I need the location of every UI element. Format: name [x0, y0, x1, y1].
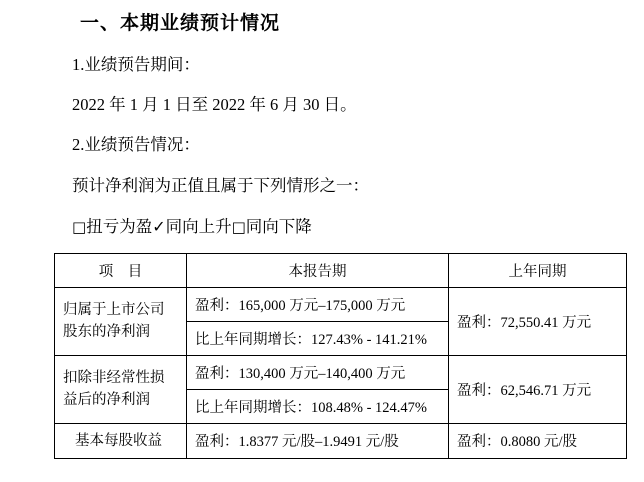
- cell-nonrecurring-previous: 盈利：62,546.71 万元: [449, 355, 627, 423]
- row-label-line1: 归属于上市公司: [63, 301, 165, 318]
- forecast-table: [54, 253, 627, 459]
- row-label-eps: 基本每股收益: [55, 423, 187, 458]
- column-header-previous: 上年同期: [449, 253, 627, 287]
- row-label-line2: 益后的净利润: [63, 392, 150, 409]
- table-row: [55, 355, 627, 389]
- table-row: [55, 423, 627, 458]
- cell-eps-amount: 盈利：1.8377 元/股–1.9491 元/股: [187, 423, 449, 458]
- cell-net-profit-growth: 比上年同期增长：127.43% - 141.21%: [187, 321, 449, 355]
- paragraph-forecast-condition: 预计净利润为正值且属于下列情形之一：: [72, 175, 369, 195]
- cell-nonrecurring-growth: 比上年同期增长：108.48% - 124.47%: [187, 389, 449, 423]
- option-same-direction-up: [152, 215, 231, 239]
- cell-net-profit-previous: 盈利：72,550.41 万元: [449, 287, 627, 355]
- row-label-line1: 扣除非经常性损: [63, 369, 165, 386]
- paragraph-forecast-period-label: 1.业绩预告期间：: [72, 55, 200, 74]
- option-same-direction-up-label: 同向上升: [165, 216, 232, 236]
- option-same-direction-down-label: 同向下降: [245, 216, 312, 236]
- forecast-options-line: [72, 215, 626, 239]
- option-turnaround-label: 扭亏为盈: [86, 216, 153, 236]
- cell-eps-previous: 盈利：0.8080 元/股: [449, 423, 627, 458]
- checkbox-unchecked-icon: □: [72, 217, 87, 236]
- column-header-current: 本报告期: [187, 253, 449, 287]
- cell-net-profit-amount: 盈利：165,000 万元–175,000 万元: [187, 287, 449, 321]
- checkbox-unchecked-icon-2: □: [231, 217, 246, 236]
- page-title: 一、本期业绩预计情况: [80, 13, 281, 34]
- option-same-direction-down: [232, 215, 312, 239]
- checkbox-checked-icon: ✓: [152, 216, 166, 236]
- document-page: [0, 8, 644, 482]
- paragraph-forecast-situation-label: 2.业绩预告情况：: [72, 134, 200, 154]
- option-turnaround: [72, 215, 152, 239]
- row-label-line2: 股东的净利润: [63, 324, 150, 341]
- row-label-net-profit: [55, 287, 187, 355]
- table-row: [55, 287, 627, 321]
- column-header-item: 项 目: [55, 253, 187, 287]
- paragraph-forecast-period-value: 2022 年 1 月 1 日至 2022 年 6 月 30 日。: [72, 94, 357, 114]
- table-header-row: [55, 253, 627, 287]
- row-label-nonrecurring-net-profit: [55, 355, 187, 423]
- cell-nonrecurring-amount: 盈利：130,400 万元–140,400 万元: [187, 355, 449, 389]
